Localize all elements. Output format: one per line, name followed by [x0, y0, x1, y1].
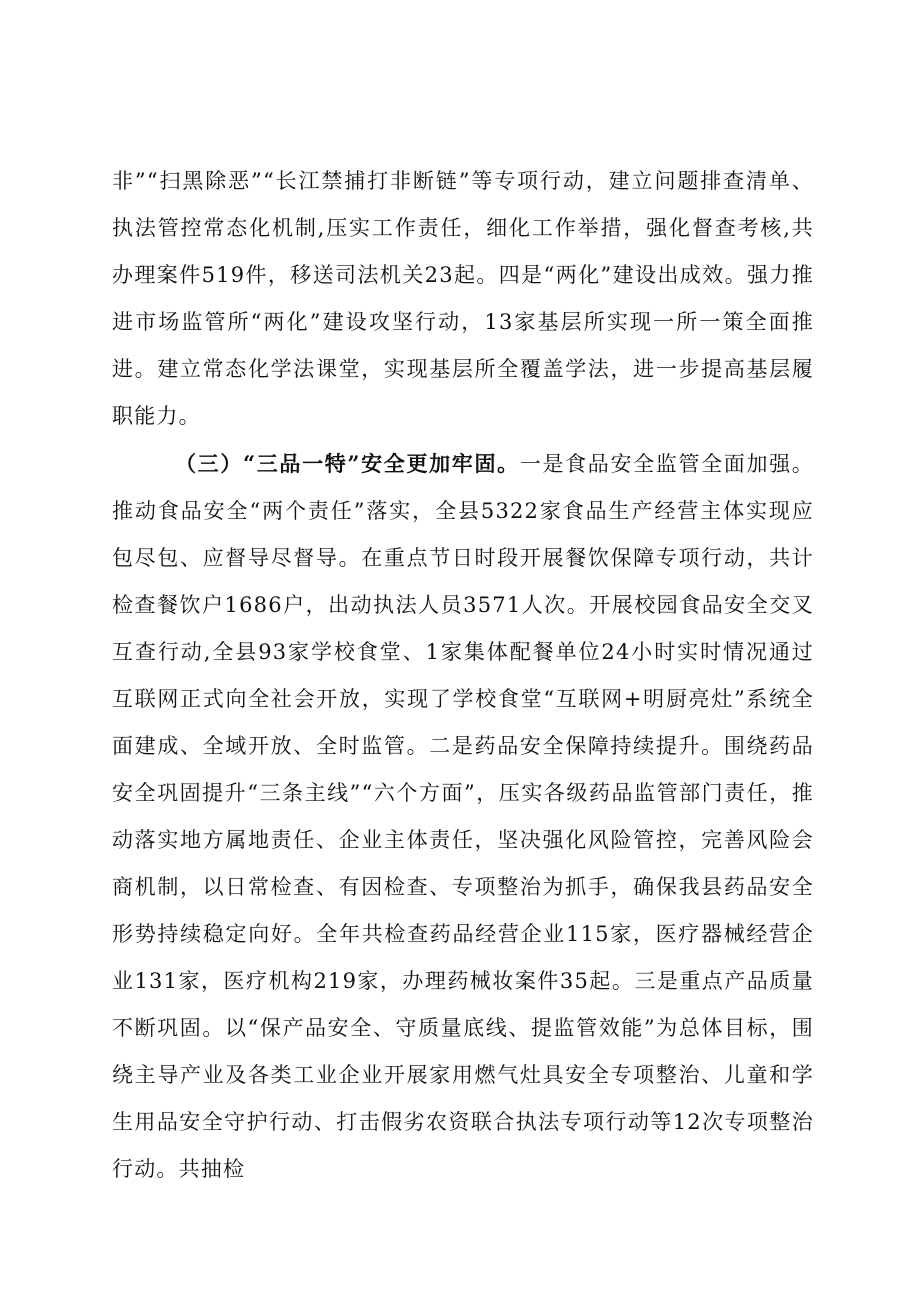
document-body [112, 158, 814, 1193]
paragraph-continuation [112, 158, 814, 440]
paragraph-text: 一是食品安全监管全面加强。推动食品安全“两个责任”落实，全县5322家食品生产经营主体实现应包尽包、应督导尽督导。在重点节日时段开展餐饮保障专项行动，共计检查餐饮户1686户，出动执法人员3571人次。开展校园食品安全交叉互查行动,全县93家学校食堂、1家集体配餐单位24小时实时情况通过互联网正式向全社会开放，实现了学校食堂“互联网+明厨亮灶”系统全面建成、全域开放、全时监管。二是药品安全保障持续提升。围绕药品安全巩固提升“三条主线”“六个方面”，压实各级药品监管部门责任，推动落实地方属地责任、企业主体责任，坚决强化风险管控，完善风险会商机制，以日常检查、有因检查、专项整治为抓手，确保我县药品安全形势持续稳定向好。全年共检查药品经营企业115家，医疗器械经营企业131家，医疗机构219家，办理药械妆案件35起。三是重点产品质量不断巩固。以“保产品安全、守质量底线、提监管效能”为总体目标，围绕主导产业及各类工业企业开展家用燃气灶具安全专项整治、儿童和学生用品安全守护行动、打击假劣农资联合执法专项行动等12次专项整治行动。共抽检 [112, 452, 814, 1181]
paragraph-text: 非”“扫黑除恶”“长江禁捕打非断链”等专项行动，建立问题排查清单、执法管控常态化机制,压实工作责任，细化工作举措，强化督查考核,共办理案件519件，移送司法机关23起。四是“两化”建设出成效。强力推进市场监管所“两化”建设攻坚行动，13家基层所实现一所一策全面推进。建立常态化学法课堂，实现基层所全覆盖学法，进一步提高基层履职能力。 [112, 169, 814, 428]
paragraph-section-three [112, 440, 814, 1193]
section-heading: （三）“三品一特”安全更加牢固。 [175, 451, 520, 476]
